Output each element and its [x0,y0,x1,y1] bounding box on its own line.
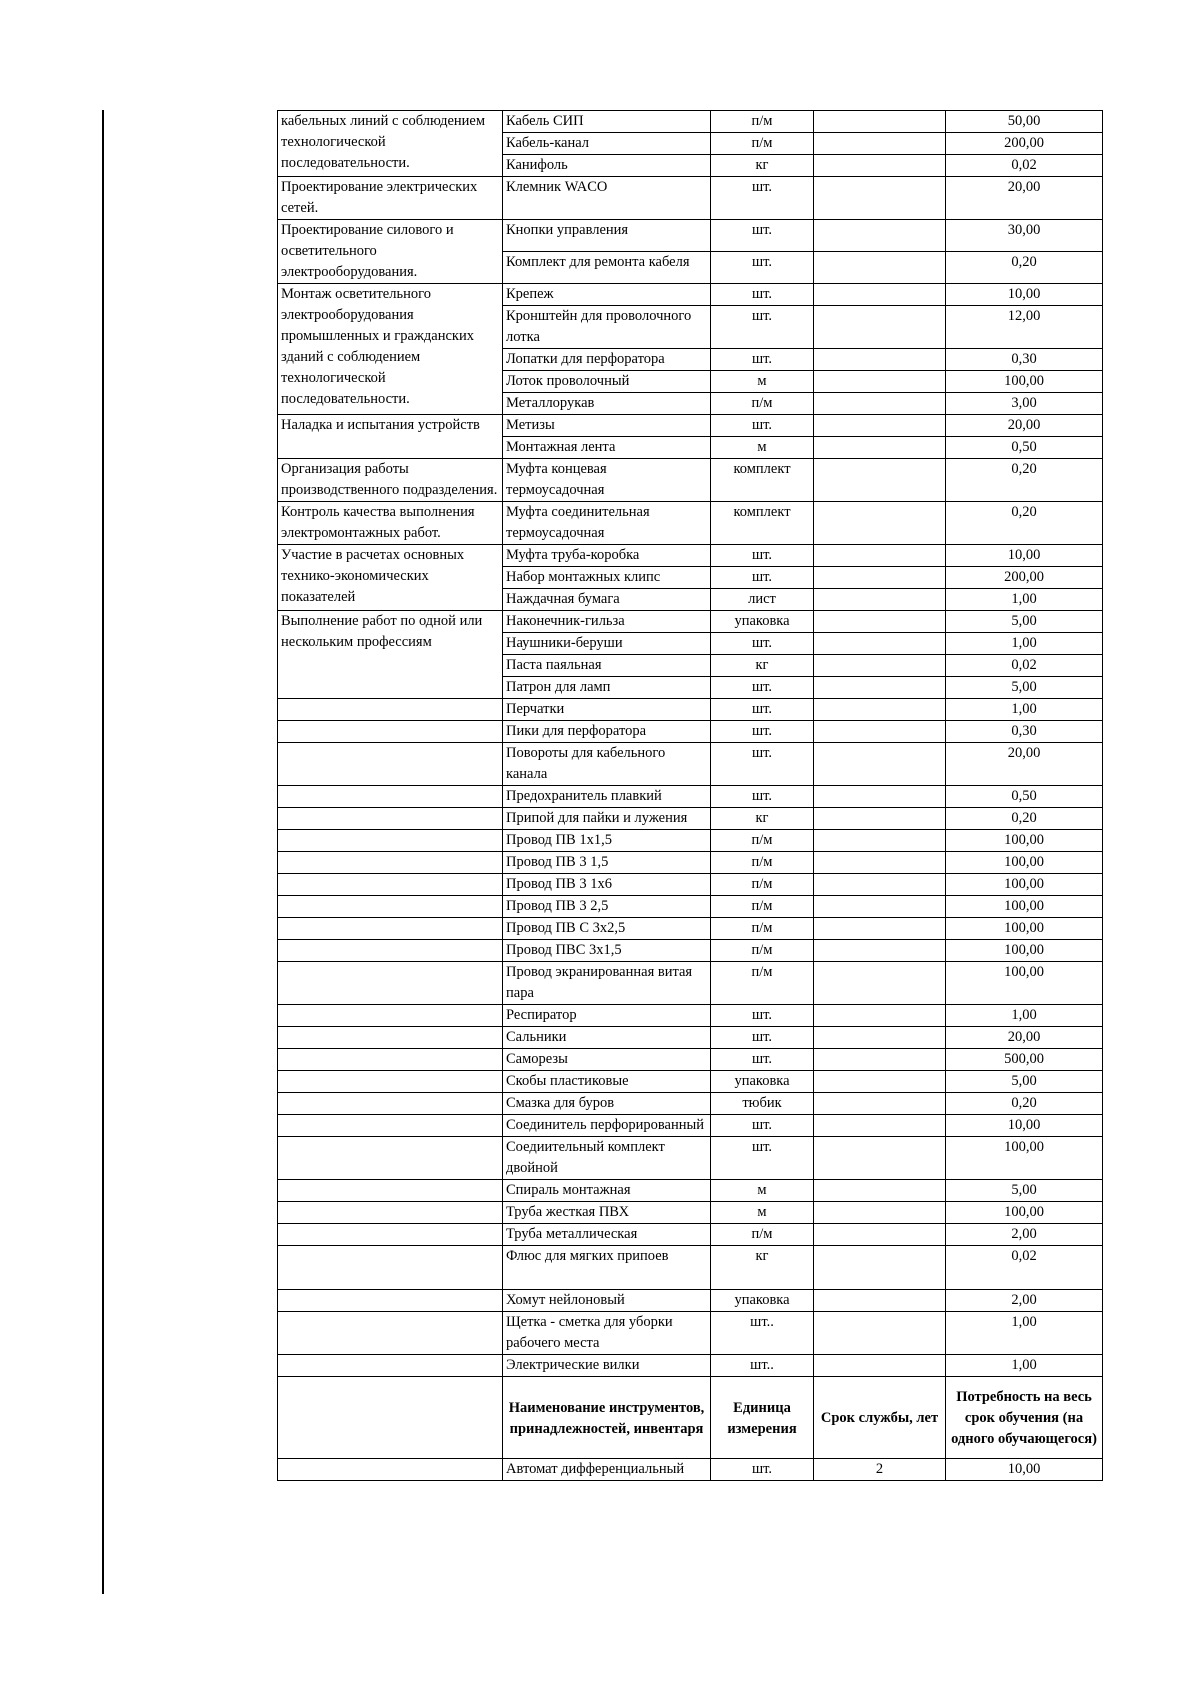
material-name: Хомут нейлоновый [503,1290,711,1312]
quantity: 0,02 [946,655,1103,677]
quantity: 10,00 [946,545,1103,567]
service-life [814,655,946,677]
unit: шт. [711,1049,814,1071]
quantity: 100,00 [946,1202,1103,1224]
quantity: 500,00 [946,1049,1103,1071]
material-name: Наушники-беруши [503,633,711,655]
quantity: 100,00 [946,896,1103,918]
service-life [814,962,946,1005]
quantity: 1,00 [946,1312,1103,1355]
competency-cell [278,1005,503,1027]
service-life [814,1049,946,1071]
unit: шт. [711,1027,814,1049]
service-life [814,1071,946,1093]
material-name: Спираль монтажная [503,1180,711,1202]
quantity: 5,00 [946,1180,1103,1202]
material-name: Сальники [503,1027,711,1049]
quantity: 0,20 [946,808,1103,830]
service-life [814,371,946,393]
service-life [814,808,946,830]
table-row [278,1137,1103,1180]
table-row [278,808,1103,830]
service-life [814,437,946,459]
service-life [814,133,946,155]
competency-cell [278,1202,503,1224]
material-name: Скобы пластиковые [503,1071,711,1093]
unit: шт. [711,1005,814,1027]
service-life [814,177,946,220]
unit: п/м [711,133,814,155]
quantity: 2,00 [946,1290,1103,1312]
unit: п/м [711,852,814,874]
table-row [278,918,1103,940]
material-name: Канифоль [503,155,711,177]
service-life [814,393,946,415]
quantity: 1,00 [946,1355,1103,1377]
competency-cell [278,896,503,918]
quantity: 10,00 [946,1115,1103,1137]
quantity: 12,00 [946,306,1103,349]
unit: шт. [711,1137,814,1180]
competency-cell [278,1459,503,1481]
service-life [814,155,946,177]
unit: п/м [711,874,814,896]
competency-cell [278,874,503,896]
material-name: Провод ПВ 1х1,5 [503,830,711,852]
competency-cell [278,1137,503,1180]
table-row [278,1180,1103,1202]
competency-cell [278,1224,503,1246]
unit: шт. [711,1459,814,1481]
competency-cell [278,1049,503,1071]
service-life [814,1202,946,1224]
quantity: 100,00 [946,940,1103,962]
material-name: Наждачная бумага [503,589,711,611]
service-life [814,633,946,655]
material-name: Провод ПВ 3 2,5 [503,896,711,918]
service-life [814,1005,946,1027]
unit: комплект [711,502,814,545]
material-name: Флюс для мягких припоев [503,1246,711,1290]
material-name: Кронштейн для проволочного лотка [503,306,711,349]
material-name: Клемник WACO [503,177,711,220]
material-name: Соединитель перфорированный [503,1115,711,1137]
material-name: Смазка для буров [503,1093,711,1115]
table-row [278,1027,1103,1049]
quantity: 100,00 [946,830,1103,852]
quantity: 1,00 [946,589,1103,611]
unit: шт. [711,415,814,437]
quantity: 20,00 [946,1027,1103,1049]
table-row [278,611,1103,633]
quantity: 10,00 [946,284,1103,306]
competency-cell: Проектирование силового и осветительного электрооборудования. [278,220,503,284]
competency-cell: Организация работы производственного подразделения. [278,459,503,502]
unit: лист [711,589,814,611]
material-name: Щетка - сметка для уборки рабочего места [503,1312,711,1355]
service-life [814,1180,946,1202]
unit: п/м [711,1224,814,1246]
quantity-header: Потребность на весь срок обучения (на одного обучающегося) [946,1377,1103,1459]
quantity: 5,00 [946,611,1103,633]
tools-header-row [278,1377,1103,1459]
service-life [814,852,946,874]
table-row [278,1355,1103,1377]
competency-cell [278,830,503,852]
quantity: 0,50 [946,437,1103,459]
material-name: Труба металлическая [503,1224,711,1246]
service-life-header: Срок службы, лет [814,1377,946,1459]
unit: кг [711,808,814,830]
competency-cell [278,699,503,721]
service-life [814,1246,946,1290]
unit: шт. [711,1115,814,1137]
unit: шт.. [711,1312,814,1355]
material-name: Патрон для ламп [503,677,711,699]
unit: шт. [711,220,814,252]
service-life [814,677,946,699]
table-row [278,1312,1103,1355]
unit: п/м [711,918,814,940]
service-life [814,918,946,940]
table-row [278,284,1103,306]
service-life [814,699,946,721]
competency-cell: кабельных линий с соблюдением технологической последовательности. [278,111,503,177]
unit: упаковка [711,611,814,633]
unit: м [711,1180,814,1202]
material-name: Наконечник-гильза [503,611,711,633]
service-life [814,1137,946,1180]
unit: шт. [711,633,814,655]
quantity: 100,00 [946,371,1103,393]
quantity: 0,20 [946,459,1103,502]
competency-cell [278,962,503,1005]
unit: п/м [711,111,814,133]
table-row [278,786,1103,808]
unit: п/м [711,896,814,918]
quantity: 0,30 [946,349,1103,371]
service-life [814,1115,946,1137]
table-row [278,1093,1103,1115]
page-margin-line [102,110,104,1594]
unit: шт. [711,721,814,743]
quantity: 100,00 [946,852,1103,874]
service-life [814,567,946,589]
service-life [814,306,946,349]
table-row [278,896,1103,918]
material-name: Набор монтажных клипс [503,567,711,589]
material-name: Металлорукав [503,393,711,415]
unit: м [711,437,814,459]
quantity: 200,00 [946,567,1103,589]
material-name: Комплект для ремонта кабеля [503,252,711,284]
service-life [814,1093,946,1115]
competency-cell: Участие в расчетах основных технико-экономических показателей [278,545,503,611]
service-life [814,940,946,962]
unit-header: Единица измерения [711,1377,814,1459]
unit: кг [711,155,814,177]
material-name: Провод ПВ 3 1,5 [503,852,711,874]
quantity: 0,02 [946,1246,1103,1290]
quantity: 20,00 [946,177,1103,220]
unit: п/м [711,393,814,415]
material-name: Респиратор [503,1005,711,1027]
quantity: 2,00 [946,1224,1103,1246]
unit: шт. [711,677,814,699]
table-row [278,1202,1103,1224]
material-name: Провод ПВ С 3х2,5 [503,918,711,940]
competency-cell [278,1355,503,1377]
service-life [814,111,946,133]
unit: шт. [711,284,814,306]
quantity: 100,00 [946,918,1103,940]
material-name: Предохранитель плавкий [503,786,711,808]
competency-cell [278,721,503,743]
service-life [814,252,946,284]
unit: п/м [711,830,814,852]
service-life [814,415,946,437]
service-life [814,220,946,252]
competency-cell [278,808,503,830]
service-life [814,611,946,633]
quantity: 1,00 [946,699,1103,721]
competency-cell: Монтаж осветительного электрооборудования промышленных и гражданских зданий с соблюдением технологической последовательности. [278,284,503,415]
table-row [278,545,1103,567]
unit: упаковка [711,1290,814,1312]
table-row [278,177,1103,220]
competency-cell [278,786,503,808]
quantity: 100,00 [946,962,1103,1005]
quantity: 0,20 [946,252,1103,284]
table-row [278,220,1103,252]
table-row [278,502,1103,545]
service-life [814,545,946,567]
material-name: Метизы [503,415,711,437]
unit: упаковка [711,1071,814,1093]
material-name: Крепеж [503,284,711,306]
quantity: 3,00 [946,393,1103,415]
unit: шт. [711,349,814,371]
material-name: Кабель-канал [503,133,711,155]
quantity: 0,20 [946,502,1103,545]
material-name: Повороты для кабельного канала [503,743,711,786]
unit: шт. [711,743,814,786]
quantity: 20,00 [946,415,1103,437]
service-life [814,786,946,808]
competency-cell [278,1180,503,1202]
service-life [814,896,946,918]
quantity: 5,00 [946,1071,1103,1093]
unit: м [711,371,814,393]
material-name: Перчатки [503,699,711,721]
material-name: Паста паяльная [503,655,711,677]
unit: шт. [711,177,814,220]
competency-cell [278,1071,503,1093]
table-row [278,852,1103,874]
unit: м [711,1202,814,1224]
table-row [278,111,1103,133]
unit: шт. [711,306,814,349]
table-row [278,1071,1103,1093]
service-life [814,721,946,743]
unit: шт. [711,699,814,721]
competency-cell: Проектирование электрических сетей. [278,177,503,220]
service-life [814,459,946,502]
quantity: 0,02 [946,155,1103,177]
competency-cell [278,1312,503,1355]
competency-cell [278,1290,503,1312]
unit: шт. [711,786,814,808]
table-row [278,1224,1103,1246]
table-row [278,1049,1103,1071]
material-name: Труба жесткая ПВХ [503,1202,711,1224]
quantity: 5,00 [946,677,1103,699]
quantity: 100,00 [946,1137,1103,1180]
unit: кг [711,1246,814,1290]
tools-name-header: Наименование инструментов, принадлежностей, инвентаря [503,1377,711,1459]
material-name: Провод ПВ 3 1х6 [503,874,711,896]
material-name: Лопатки для перфоратора [503,349,711,371]
service-life [814,1312,946,1355]
material-name: Муфта концевая термоусадочная [503,459,711,502]
service-life: 2 [814,1459,946,1481]
quantity: 30,00 [946,220,1103,252]
unit: комплект [711,459,814,502]
materials-table [277,110,1103,1481]
quantity: 1,00 [946,633,1103,655]
table-row [278,415,1103,437]
service-life [814,284,946,306]
material-name: Муфта соединительная термоусадочная [503,502,711,545]
table-row [278,1115,1103,1137]
tool-name: Автомат дифференциальный [503,1459,711,1481]
quantity: 1,00 [946,1005,1103,1027]
unit: шт. [711,567,814,589]
competency-cell [278,852,503,874]
service-life [814,1355,946,1377]
competency-cell [278,1246,503,1290]
competency-cell: Контроль качества выполнения электромонтажных работ. [278,502,503,545]
material-name: Кнопки управления [503,220,711,252]
service-life [814,1224,946,1246]
competency-cell: Выполнение работ по одной или нескольким профессиям [278,611,503,699]
table-row [278,962,1103,1005]
service-life [814,1290,946,1312]
unit: шт.. [711,1355,814,1377]
table-row [278,1290,1103,1312]
competency-cell [278,918,503,940]
material-name: Провод ПВС 3х1,5 [503,940,711,962]
competency-cell [278,1027,503,1049]
table-row [278,874,1103,896]
competency-cell [278,743,503,786]
competency-cell [278,940,503,962]
unit: шт. [711,252,814,284]
unit: п/м [711,962,814,1005]
material-name: Муфта труба-коробка [503,545,711,567]
quantity: 50,00 [946,111,1103,133]
table-row [278,1459,1103,1481]
service-life [814,830,946,852]
service-life [814,743,946,786]
quantity: 20,00 [946,743,1103,786]
unit: кг [711,655,814,677]
competency-cell [278,1377,503,1459]
unit: п/м [711,940,814,962]
table-row [278,721,1103,743]
unit: тюбик [711,1093,814,1115]
quantity: 0,50 [946,786,1103,808]
unit: шт. [711,545,814,567]
table-row [278,459,1103,502]
material-name: Соедиительный комплект двойной [503,1137,711,1180]
quantity: 0,20 [946,1093,1103,1115]
service-life [814,502,946,545]
material-name: Припой для пайки и лужения [503,808,711,830]
competency-cell [278,1093,503,1115]
quantity: 200,00 [946,133,1103,155]
service-life [814,1027,946,1049]
service-life [814,349,946,371]
competency-cell: Наладка и испытания устройств [278,415,503,459]
table-row [278,699,1103,721]
table-row [278,940,1103,962]
material-name: Электрические вилки [503,1355,711,1377]
material-name: Кабель СИП [503,111,711,133]
material-name: Монтажная лента [503,437,711,459]
service-life [814,874,946,896]
material-name: Пики для перфоратора [503,721,711,743]
quantity: 100,00 [946,874,1103,896]
quantity: 0,30 [946,721,1103,743]
competency-cell [278,1115,503,1137]
material-name: Лоток проволочный [503,371,711,393]
table-row [278,1005,1103,1027]
quantity: 10,00 [946,1459,1103,1481]
table-row [278,743,1103,786]
service-life [814,589,946,611]
table-row [278,1246,1103,1290]
material-name: Провод экранированная витая пара [503,962,711,1005]
table-row [278,830,1103,852]
material-name: Саморезы [503,1049,711,1071]
